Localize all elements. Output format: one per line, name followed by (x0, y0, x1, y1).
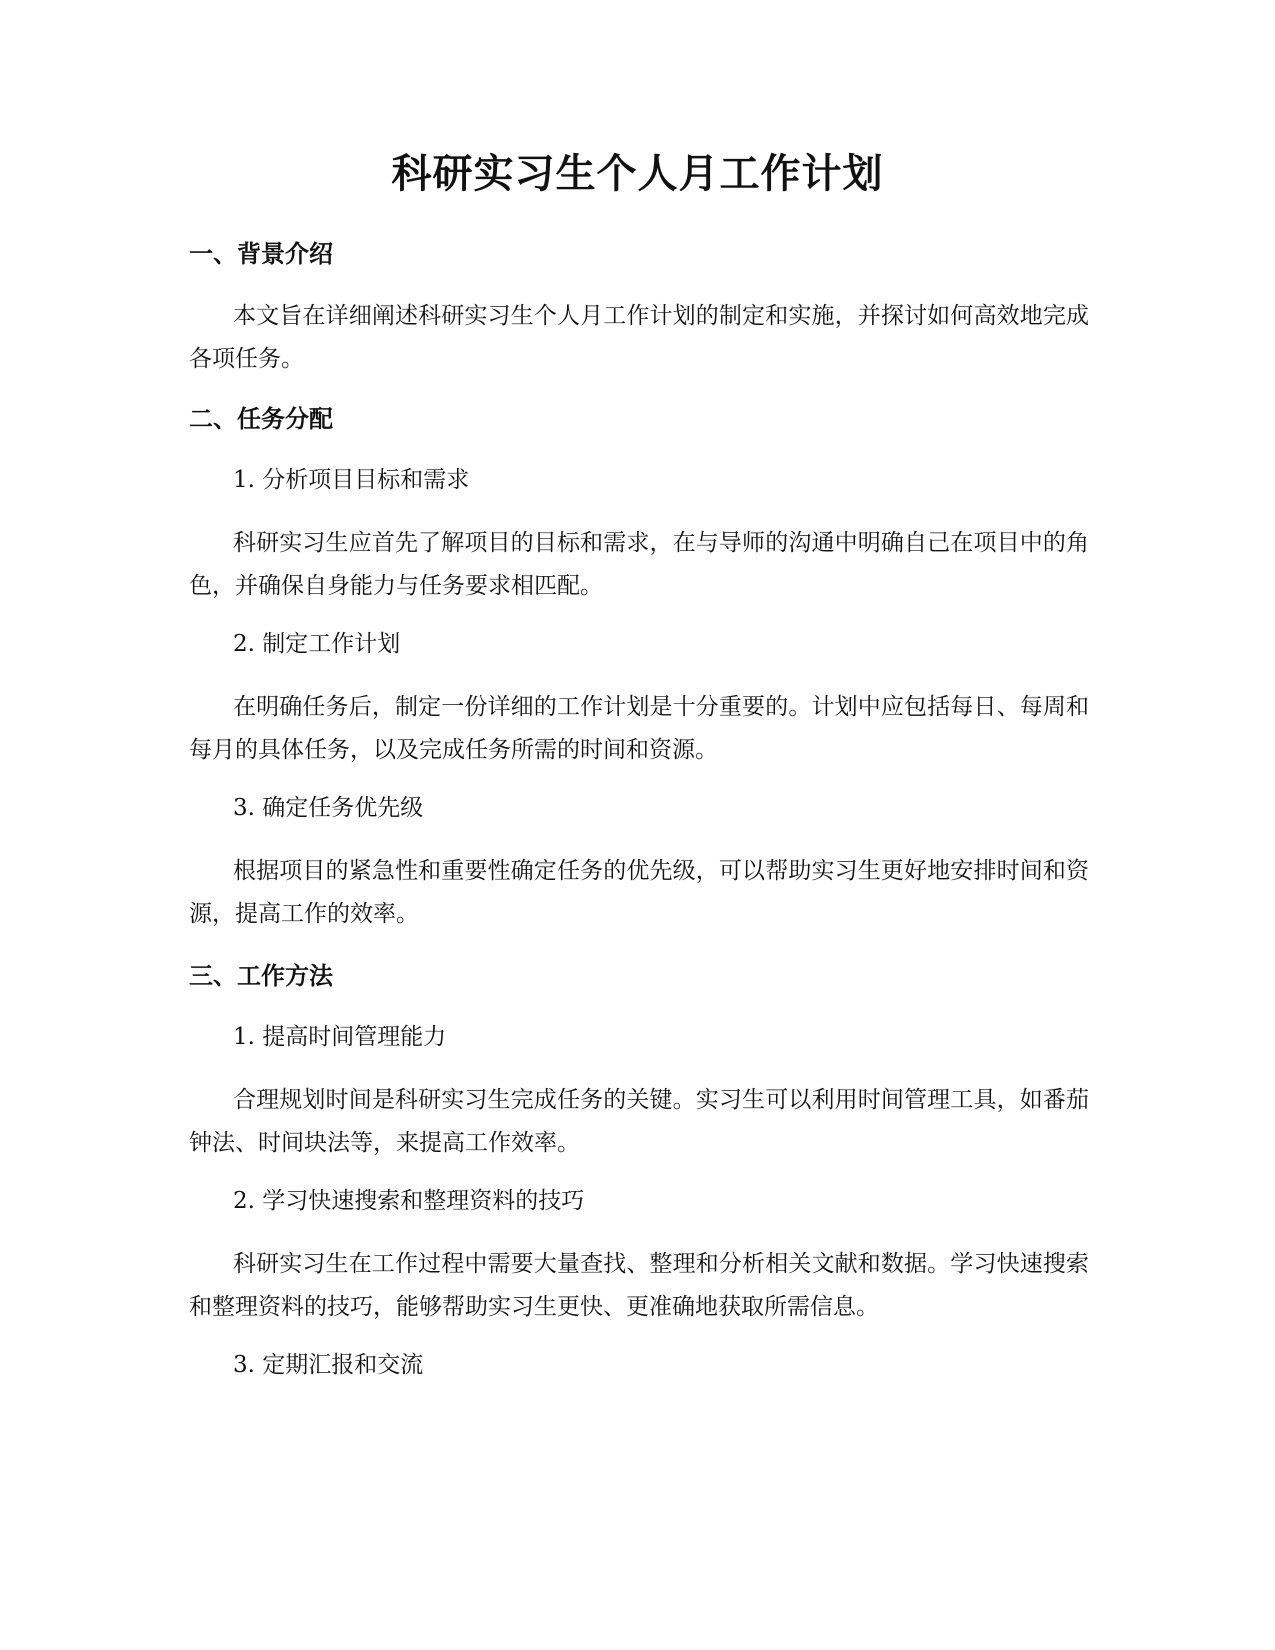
section-intro-paragraph: 本文旨在详细阐述科研实习生个人月工作计划的制定和实施，并探讨如何高效地完成各项任务。 (189, 303, 1089, 372)
list-item-label: 3. 确定任务优先级 (233, 795, 424, 821)
document-title: 科研实习生个人月工作计划 (391, 151, 884, 197)
list-item-paragraph: 科研实习生在工作过程中需要大量查找、整理和分析相关文献和数据。学习快速搜索和整理资料的技巧，能够帮助实习生更快、更准确地获取所需信息。 (189, 1251, 1089, 1320)
list-item-label: 1. 分析项目目标和需求 (233, 467, 470, 493)
list-item-paragraph: 合理规划时间是科研实习生完成任务的关键。实习生可以利用时间管理工具，如番茄钟法、时间块法等，来提高工作效率。 (189, 1087, 1089, 1156)
list-item-label: 3. 定期汇报和交流 (233, 1352, 424, 1378)
list-item-paragraph: 科研实习生应首先了解项目的目标和需求，在与导师的沟通中明确自己在项目中的角色，并确保自身能力与任务要求相匹配。 (189, 530, 1089, 599)
section-heading-task-assignment: 二、任务分配 (189, 405, 333, 433)
list-item-paragraph: 根据项目的紧急性和重要性确定任务的优先级，可以帮助实习生更好地安排时间和资源，提高工作的效率。 (189, 858, 1089, 927)
section-heading-background: 一、背景介绍 (189, 240, 333, 268)
section-heading-work-methods: 三、工作方法 (189, 962, 333, 990)
list-item-label: 2. 制定工作计划 (233, 631, 401, 657)
list-item-label: 2. 学习快速搜索和整理资料的技巧 (233, 1188, 585, 1214)
list-item-paragraph: 在明确任务后，制定一份详细的工作计划是十分重要的。计划中应包括每日、每周和每月的具体任务，以及完成任务所需的时间和资源。 (189, 694, 1089, 763)
list-item-label: 1. 提高时间管理能力 (233, 1024, 447, 1050)
